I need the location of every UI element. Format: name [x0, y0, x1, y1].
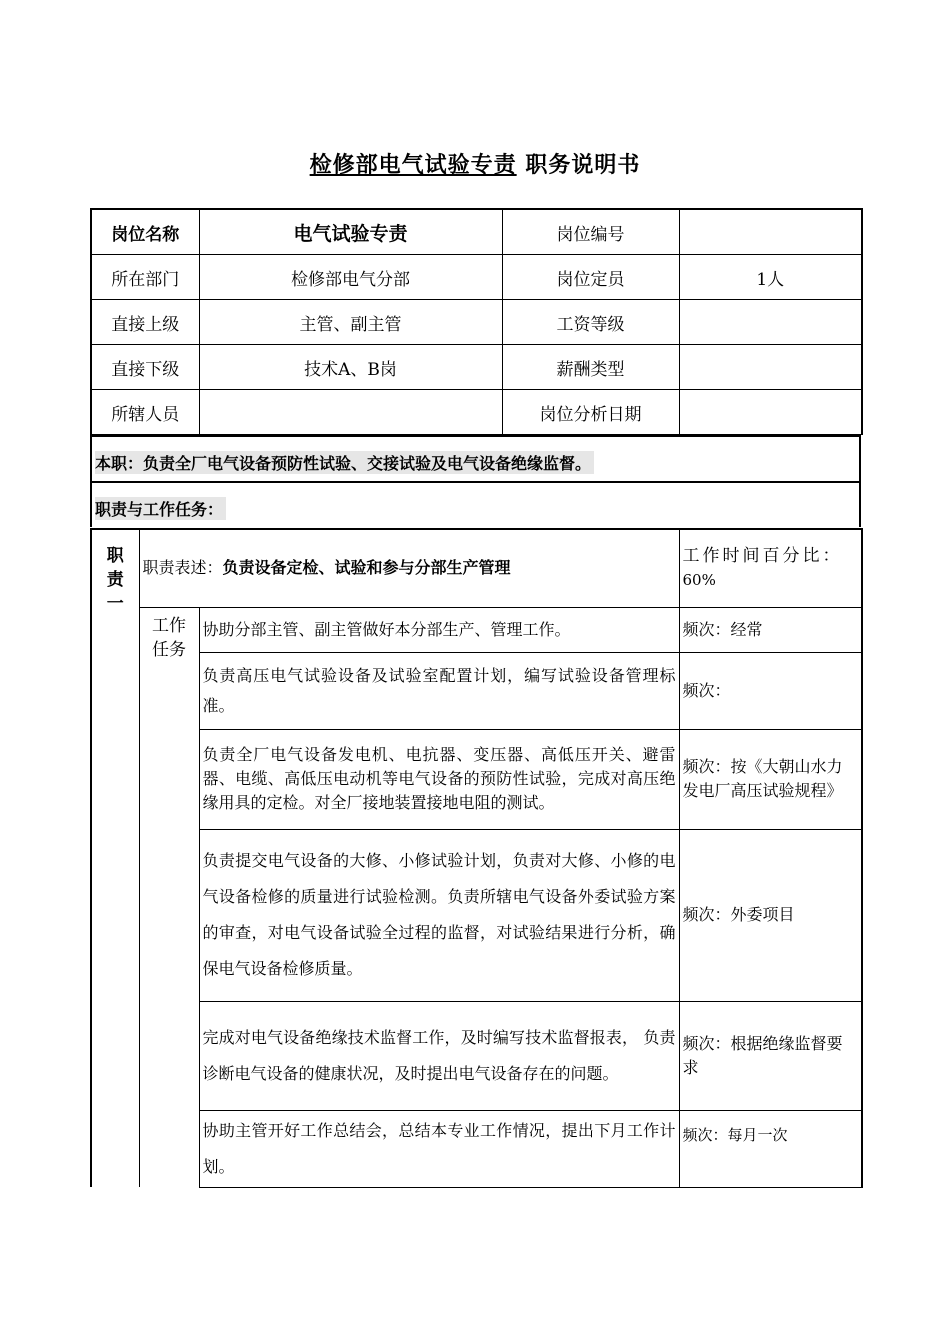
duty-vertical-label [91, 529, 139, 1187]
main-duty-band [90, 435, 861, 481]
task-frequency: 频次：根据绝缘监督要求 [679, 1001, 862, 1110]
duty-desc-text: 负责设备定检、试验和参与分部生产管理 [222, 558, 511, 578]
task-label-line: 工作 [152, 615, 186, 636]
task-text: 负责高压电气试验设备及试验室配置计划，编写试验设备管理标准。 [199, 652, 679, 729]
task-frequency: 频次：按《大朝山水力发电厂高压试验规程》 [679, 729, 862, 829]
time-percent-cell [679, 529, 862, 607]
label-superior: 直接上级 [91, 300, 199, 345]
title-suffix: 职务说明书 [525, 152, 641, 178]
task-text: 协助主管开好工作总结会，总结本专业工作情况，提出下月工作计划。 [199, 1110, 679, 1187]
duties-header-band [90, 481, 861, 527]
duty-desc-label: 职责表述： [142, 558, 223, 578]
task-frequency: 频次： [679, 652, 862, 729]
time-percent-value: 60% [682, 571, 716, 590]
duty-table [90, 528, 863, 1188]
value-position-name: 电气试验专责 [199, 209, 502, 255]
table-row [91, 652, 862, 729]
table-row [91, 607, 862, 652]
label-salary-grade: 工资等级 [502, 300, 679, 345]
table-row [91, 255, 862, 300]
label-department: 所在部门 [91, 255, 199, 300]
task-frequency: 频次：每月一次 [679, 1110, 862, 1187]
table-row [91, 1110, 862, 1187]
task-text: 协助分部主管、副主管做好本分部生产、管理工作。 [199, 607, 679, 652]
table-row [91, 729, 862, 829]
table-row [91, 829, 862, 1001]
task-label-line: 任务 [152, 639, 186, 660]
task-frequency: 频次：外委项目 [679, 829, 862, 1001]
label-position-id: 岗位编号 [502, 209, 679, 255]
duty-label-char: 一 [106, 594, 124, 614]
duties-header-text: 职责与工作任务： [95, 497, 226, 520]
value-position-id [679, 209, 862, 255]
label-headcount: 岗位定员 [502, 255, 679, 300]
label-subordinate: 直接下级 [91, 345, 199, 390]
value-headcount: 1人 [679, 255, 862, 300]
label-staff: 所辖人员 [91, 390, 199, 435]
duty-label-char: 职 [106, 546, 124, 566]
value-subordinate: 技术A、B岗 [199, 345, 502, 390]
table-row [91, 209, 862, 255]
title-main: 检修部电气试验专责 [309, 152, 517, 178]
task-text: 完成对电气设备绝缘技术监督工作，及时编写技术监督报表， 负责诊断电气设备的健康状况，及时提出电气设备存在的问题。 [199, 1001, 679, 1110]
label-pay-type: 薪酬类型 [502, 345, 679, 390]
task-frequency: 频次：经常 [679, 607, 862, 652]
task-text: 负责提交电气设备的大修、小修试验计划，负责对大修、小修的电气设备检修的质量进行试验检测。负责所辖电气设备外委试验方案的审查，对电气设备试验全过程的监督，对试验结果进行分析，确保电气设备检修质量。 [199, 829, 679, 1001]
task-label-cell [139, 607, 199, 1187]
table-row [91, 345, 862, 390]
value-department: 检修部电气分部 [199, 255, 502, 300]
task-text: 负责全厂电气设备发电机、电抗器、变压器、高低压开关、避雷器、电缆、高低压电动机等电气设备的预防性试验，完成对高压绝缘用具的定检。对全厂接地装置接地电阻的测试。 [199, 729, 679, 829]
table-row [91, 300, 862, 345]
value-staff [199, 390, 502, 435]
value-pay-type [679, 345, 862, 390]
label-analysis-date: 岗位分析日期 [502, 390, 679, 435]
position-info-table [90, 208, 863, 435]
duty-description [139, 529, 679, 607]
value-salary-grade [679, 300, 862, 345]
label-position-name: 岗位名称 [91, 209, 199, 255]
value-superior: 主管、副主管 [199, 300, 502, 345]
page-title [0, 148, 950, 179]
table-row [91, 1001, 862, 1110]
duty-label-char: 责 [106, 570, 124, 590]
table-row [91, 390, 862, 435]
value-analysis-date [679, 390, 862, 435]
table-row [91, 529, 862, 607]
time-percent-label: 工作时间百分比： [682, 546, 843, 567]
main-duty-text: 本职：负责全厂电气设备预防性试验、交接试验及电气设备绝缘监督。 [95, 451, 594, 474]
